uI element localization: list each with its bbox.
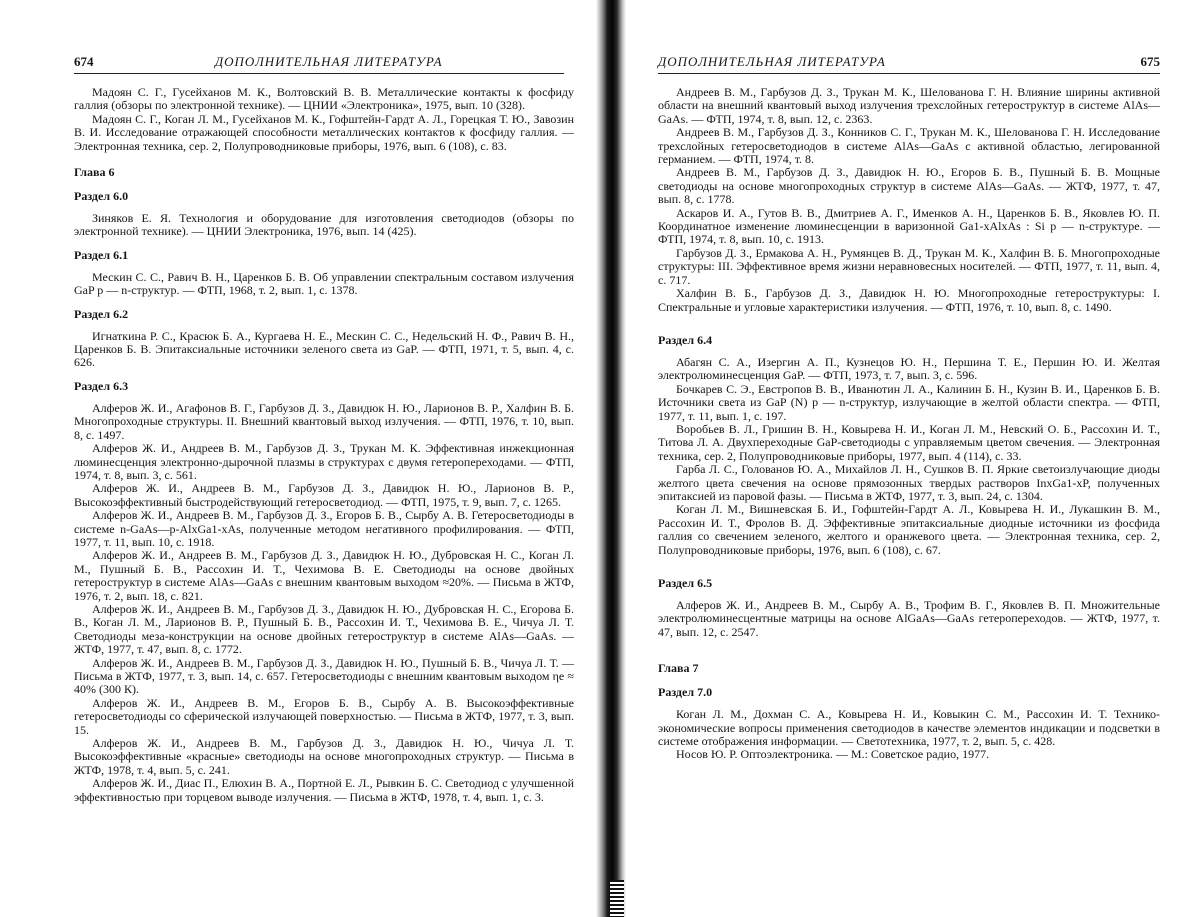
section-heading: Раздел 6.4: [658, 332, 713, 347]
left-page: [0, 0, 596, 917]
right-page-body: [658, 86, 1160, 762]
book-gutter-shadow: [596, 0, 626, 917]
bibliography-entry: Зиняков Е. Я. Технология и оборудование для изготовления светодиодов (обзоры по электронной технике). — ЦНИИ Электроника, 1976, вып. 14 (425).: [74, 211, 574, 239]
right-page-header: [658, 54, 1160, 74]
bibliography-entry: Халфин В. Б., Гарбузов Д. З., Давидюк Н. Ю. Многопроходные гетероструктуры: I. Спектральные и угловые характеристики излучения. — ФТП, 1976, т. 10, вып. 8, с. 1490.: [658, 286, 1160, 314]
chapter-heading: Глава 7: [658, 661, 699, 676]
section-heading: Раздел 6.0: [74, 189, 129, 204]
bibliography-entry: Игнаткина Р. С., Красюк Б. А., Кургаева Н. Е., Мескин С. С., Недельский Н. Ф., Равич В. Н., Царенков Б. В. Эпитаксиальные источники зеленого света из GaP. — ФТП, 1971, т. 5, вып. 4, с. 626.: [74, 328, 574, 370]
bibliography-entry: Носов Ю. Р. Оптоэлектроника. — М.: Советское радио, 1977.: [676, 747, 990, 762]
bibliography-entry: Алферов Ж. И., Агафонов В. Г., Гарбузов Д. З., Давидюк Н. Ю., Ларионов В. Р., Халфин В. Б. Многопроходные структуры. II. Внешний квантовый выход излучения. — ФТП, 1976, т. 10, вып. 8, с. 1497.: [74, 400, 574, 442]
left-running-head: ДОПОЛНИТЕЛЬНАЯ ЛИТЕРАТУРА: [214, 54, 443, 69]
bibliography-entry: Андреев В. М., Гарбузов Д. З., Конников С. Г., Трукан М. К., Шелованова Г. Н. Исследование трехслойных гетеросветодиодов в системе AlAs—GaAs с активной областью, легированной германием. — ФТП, 1974, т. 8.: [658, 125, 1160, 167]
right-page-number: 675: [1140, 54, 1160, 69]
bibliography-entry: Гарбузов Д. З., Ермакова А. Н., Румянцев В. Д., Трукан М. К., Халфин В. Б. Многопроходные структуры: III. Эффективное время жизни неравновесных носителей. — ФТП, 1977, т. 11, вып. 4, с. 717.: [658, 245, 1160, 287]
right-page: [626, 0, 1200, 917]
bibliography-entry: Алферов Ж. И., Андреев В. М., Гарбузов Д. З., Давидюк Н. Ю., Ларионов В. Р., Высокоэффективный быстродействующий гетеросветодиод. — ФТП, 1975, т. 9, вып. 7, с. 1265.: [74, 481, 574, 509]
bibliography-entry: Алферов Ж. И., Андреев В. М., Гарбузов Д. З., Давидюк Н. Ю., Дубровская Н. С., Коган Л. М., Пушный Б. В., Рассохин И. Т., Чехимова В. Е. Светодиоды на основе двойных гетероструктур в системе AlAs—GaAs с внешним квантовым выходом ≈20%. — Письма в ЖТФ, 1976, т. 2, вып. 18, с. 821.: [74, 548, 574, 603]
left-page-number: 674: [74, 54, 94, 69]
bibliography-entry: Коган Л. М., Вишневская Б. И., Гофштейн-Гардт А. Л., Ковырева Н. И., Лукашкин В. М., Рассохин И. Т., Фролов В. Д. Эффективные эпитаксиальные диодные источники из фосфида галлия со свечением зеленого, желтого и оранжевого цвета. — Электронная техника, сер. 2, Полупроводниковые приборы, 1976, вып. 6 (108), с. 67.: [658, 502, 1160, 557]
bibliography-entry: Алферов Ж. И., Диас П., Елюхин В. А., Портной Е. Л., Рывкин Б. С. Светодиод с улучшенной эффективностью при торцевом выводе излучения. — Письма в ЖТФ, 1978, т. 4, вып. 1, с. 3.: [74, 776, 574, 804]
bibliography-entry: Воробьев В. Л., Гришин В. Н., Ковырева Н. И., Коган Л. М., Невский О. Б., Рассохин И. Т., Титова Л. А. Двухпереходные GaP-светодиоды с управляемым цветом свечения. — Электронная техника, сер. 2, Полупроводниковые приборы, 1977, вып. 4 (114), с. 33.: [658, 421, 1160, 463]
bibliography-entry: Коган Л. М., Дохман С. А., Ковырева Н. И., Ковыкин С. М., Рассохин И. Т. Технико-экономические вопросы применения светодиодов в качестве элементов индикации и подсветки в системе отображения информации. — Светотехника, 1977, т. 2, вып. 5, с. 428.: [658, 707, 1160, 749]
section-spacer: [658, 314, 1160, 324]
bibliography-entry: Алферов Ж. И., Андреев В. М., Сырбу А. В., Трофим В. Г., Яковлев В. П. Множительные электролюминесцентные матрицы на основе AlGaAs—GaAs гетеропереходов. — ЖТФ, 1977, т. 47, вып. 12, с. 2547.: [658, 598, 1160, 639]
book-binding-edge: [610, 880, 624, 917]
bibliography-entry: Бочкарев С. Э., Евстропов В. В., Иванютин Л. А., Калинин Б. Н., Кузин В. И., Царенков Б. В. Источники света из GaP (N) p — n-структур, излучающие в желтой области спектра. — ФТП, 1977, т. 11, вып. 1, с. 197.: [658, 381, 1160, 423]
bibliography-entry: Андреев В. М., Гарбузов Д. З., Трукан М. К., Шелованова Г. Н. Влияние ширины активной области на внешний квантовый выход излучения трехслойных гетероструктур в системе AlAs—GaAs. — ФТП, 1974, т. 8, вып. 12, с. 2363.: [658, 85, 1160, 126]
bibliography-entry: Алферов Ж. И., Андреев В. М., Гарбузов Д. З., Давидюк Н. Ю., Чичуа Л. Т. Высокоэффективные «красные» светодиоды на основе многопроходных структур. — Письма в ЖТФ, 1978, т. 4, вып. 5, с. 241.: [74, 736, 574, 777]
left-page-body: [74, 86, 574, 804]
bibliography-entry: Алферов Ж. И., Андреев В. М., Гарбузов Д. З., Егоров Б. В., Сырбу А. В. Гетеросветодиоды в системе n-GaAs—p-AlxGa1-xAs, полученные методом негативного профилирования. — ФТП, 1977, т. 11, вып. 10, с. 1918.: [74, 508, 574, 549]
bibliography-entry: Алферов Ж. И., Андреев В. М., Егоров Б. В., Сырбу А. В. Высокоэффективные гетеросветодиоды со сферической излучающей поверхностью. — Письма в ЖТФ, 1977, т. 3, вып. 15.: [74, 695, 574, 737]
section-heading: Раздел 6.1: [74, 247, 129, 262]
chapter-heading: Глава 6: [74, 165, 115, 180]
bibliography-entry: Мадоян С. Г., Коган Л. М., Гусейханов М. К., Гофштейн-Гардт А. Л., Горецкая Т. Ю., Завозин В. И. Исследование отражающей способности металлических контактов к фосфиду галлия. — Электронная техника, сер. 2, Полупроводниковые приборы, 1976, вып. 6 (108), с. 83.: [74, 111, 574, 153]
section-heading: Раздел 6.2: [74, 306, 129, 321]
section-heading: Раздел 6.5: [658, 576, 713, 590]
bibliography-entry: Алферов Ж. И., Андреев В. М., Гарбузов Д. З., Давидюк Н. Ю., Дубровская Н. С., Егорова Б. В., Коган Л. М., Ларионов В. Р., Пушный Б. В., Рассохин И. Т., Чехимова В. Е., Чичуа Л. Т. Светодиоды меза-конструкции на основе двойных гетероструктур в системе AlAs—GaAs. — ЖТФ, 1977, т. 47, вып. 8, с. 1772.: [74, 601, 574, 657]
left-page-header: [74, 54, 564, 74]
bibliography-entry: Аскаров И. А., Гутов В. В., Дмитриев А. Г., Именков А. Н., Царенков Б. В., Яковлев Ю. П. Координатное изменение люминесценции в варизонной Ga1-xAlxAs : Si p — n-структуре. — ФТП, 1974, т. 8, вып. 10, с. 1913.: [658, 205, 1160, 247]
bibliography-entry: Мескин С. С., Равич В. Н., Царенков Б. В. Об управлении спектральным составом излучения GaP p — n-структур. — ФТП, 1968, т. 2, вып. 1, с. 1378.: [74, 269, 574, 298]
bibliography-entry: Алферов Ж. И., Андреев В. М., Гарбузов Д. З., Трукан М. К. Эффективная инжекционная люминесценция электронно-дырочной плазмы в структурах с двумя гетеропереходами. — ФТП, 1974, т. 8, вып. 3, с. 561.: [74, 441, 574, 482]
bibliography-entry: Андреев В. М., Гарбузов Д. З., Давидюк Н. Ю., Егоров Б. В., Пушный Б. В. Мощные светодиоды на основе многопроходных структур в системе AlAs—GaAs. — ЖТФ, 1977, т. 47, вып. 8, с. 1778.: [658, 165, 1160, 207]
bibliography-entry: Гарба Л. С., Голованов Ю. А., Михайлов Л. Н., Сушков В. П. Яркие светоизлучающие диоды желтого цвета свечения на основе прямозонных твердых растворов InxGa1-xP, полученных эпитаксией из паровой фазы. — Письма в ЖТФ, 1977, т. 3, вып. 24, с. 1304.: [658, 462, 1160, 503]
section-heading: Раздел 7.0: [658, 685, 713, 700]
bibliography-entry: Мадоян С. Г., Гусейханов М. К., Волтовский В. В. Металлические контакты к фосфиду галлия (обзоры по электронной технике). — ЦНИИ «Электроника», 1975, вып. 10 (328).: [74, 85, 574, 113]
section-spacer: [658, 557, 1160, 567]
bibliography-entry: Абагян С. А., Изергин А. П., Кузнецов Ю. Н., Першина Т. Е., Першин Ю. И. Желтая электролюминесценция GaP. — ФТП, 1973, т. 7, вып. 3, с. 596.: [658, 354, 1160, 383]
section-spacer: [658, 639, 1160, 649]
section-heading: Раздел 6.3: [74, 378, 129, 393]
right-running-head: ДОПОЛНИТЕЛЬНАЯ ЛИТЕРАТУРА: [658, 54, 886, 69]
bibliography-entry: Алферов Ж. И., Андреев В. М., Гарбузов Д. З., Давидюк Н. Ю., Пушный Б. В., Чичуа Л. Т. — Письма в ЖТФ, 1977, т. 3, вып. 14, с. 657. Гетеросветодиоды с внешним квантовым выходом ηe ≈ 40% (300 К).: [74, 655, 574, 697]
